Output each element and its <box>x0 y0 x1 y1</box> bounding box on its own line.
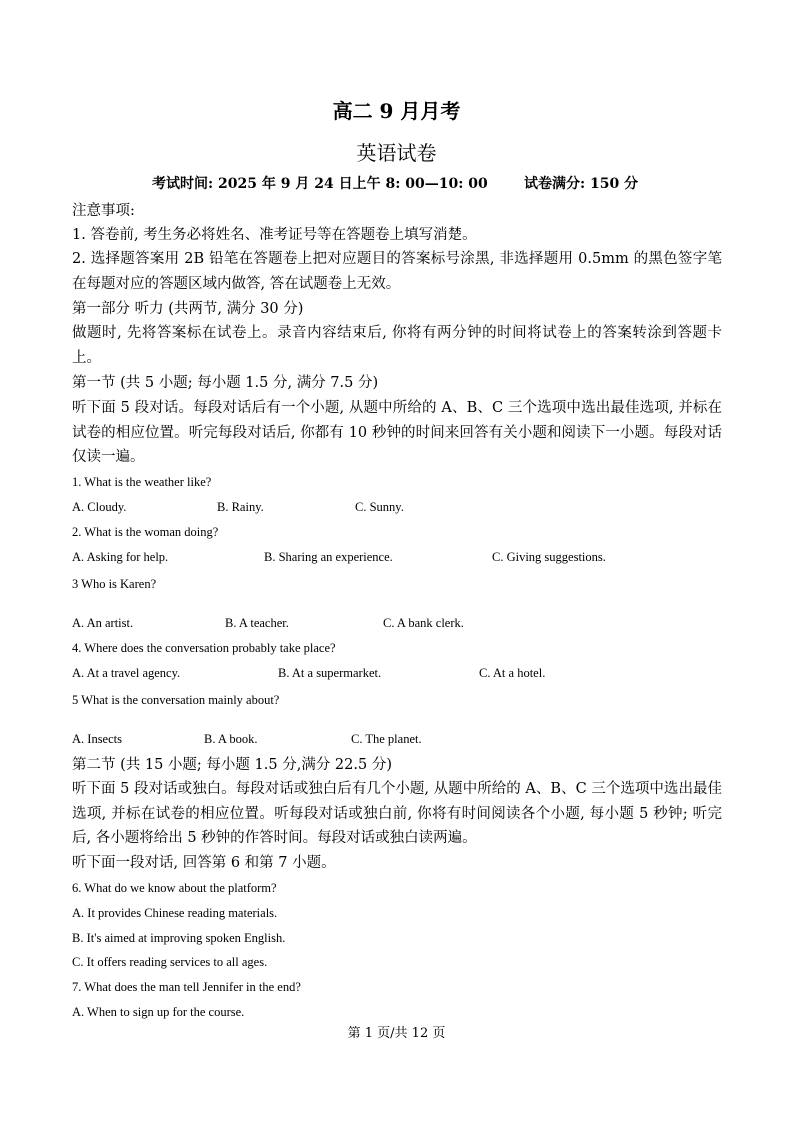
exam-title: 高二 9 月月考 <box>332 99 461 123</box>
question-6-option-b: B. It's aimed at improving spoken English. <box>72 931 286 945</box>
question-6-option-a: A. It provides Chinese reading materials. <box>72 906 278 920</box>
question-1: 1. What is the weather like? <box>72 475 212 489</box>
option-c: C. The planet. <box>351 732 422 746</box>
option-b: B. Rainy. <box>217 500 264 514</box>
section2-instructions: 听下面 5 段对话或独白。每段对话或独白后有几个小题, 从题中所给的 A、B、C 三个选项中选出最佳选项, 并标在试卷的相应位置。听每段对话或独白前, 你将有时间阅读各个小题, 每小题 5 秒钟; 听完后, 各小题将给出 5 秒钟的作答时间。每段对话或独白读两遍。 <box>72 781 722 846</box>
section2-heading: 第二节 (共 15 小题; 每小题 1.5 分,满分 22.5 分) <box>72 757 392 773</box>
part1-instructions: 做题时, 先将答案标在试卷上。录音内容结束后, 你将有两分钟的时间将试卷上的答案转涂到答题卡上。 <box>72 325 722 366</box>
option-b: B. A book. <box>204 732 258 746</box>
question-2: 2. What is the woman doing? <box>72 525 219 539</box>
section1-heading: 第一节 (共 5 小题; 每小题 1.5 分, 满分 7.5 分) <box>72 375 379 391</box>
question-3: 3 Who is Karen? <box>72 577 157 591</box>
page-footer: 第 1 页/共 12 页 <box>347 1026 446 1041</box>
section1-instructions: 听下面 5 段对话。每段对话后有一个小题, 从题中所给的 A、B、C 三个选项中选出最佳选项, 并标在试卷的相应位置。听完每段对话后, 你都有 10 秒钟的时间来回答有关小题和阅读下一小题。每段对话仅读一遍。 <box>72 400 722 465</box>
part1-heading: 第一部分 听力 (共两节, 满分 30 分) <box>72 301 304 317</box>
question-7: 7. What does the man tell Jennifer in the end? <box>72 980 301 994</box>
option-a: A. At a travel agency. <box>72 666 181 680</box>
notice-item-1: 1. 答卷前, 考生务必将姓名、准考证号等在答题卷上填写消楚。 <box>72 227 477 243</box>
option-a: A. An artist. <box>72 616 134 630</box>
exam-info <box>152 175 639 193</box>
dialogue-intro: 听下面一段对话, 回答第 6 和第 7 小题。 <box>72 855 336 871</box>
option-b: B. Sharing an experience. <box>264 550 393 564</box>
question-6: 6. What do we know about the platform? <box>72 881 277 895</box>
question-7-option-a: A. When to sign up for the course. <box>72 1005 245 1019</box>
option-c: C. Giving suggestions. <box>492 550 606 564</box>
option-c: C. At a hotel. <box>479 666 546 680</box>
question-6-option-c: C. It offers reading services to all ages. <box>72 955 268 969</box>
option-c: C. Sunny. <box>355 500 404 514</box>
option-c: C. A bank clerk. <box>383 616 464 630</box>
option-b: B. At a supermarket. <box>278 666 382 680</box>
option-a: A. Insects <box>72 732 122 746</box>
question-5: 5 What is the conversation mainly about? <box>72 693 280 707</box>
full-score: 试卷满分: 150 分 <box>524 176 639 192</box>
option-b: B. A teacher. <box>225 616 289 630</box>
exam-time: 考试时间: 2025 年 9 月 24 日上午 8: 00—10: 00 <box>152 176 488 192</box>
notice-heading: 注意事项: <box>72 203 135 219</box>
notice-item-2: 2. 选择题答案用 2B 铅笔在答题卷上把对应题目的答案标号涂黑, 非选择题用 0.5mm 的黑色签字笔在每题对应的答题区域内做答, 答在试题卷上无效。 <box>72 251 722 292</box>
option-a: A. Cloudy. <box>72 500 127 514</box>
question-4: 4. Where does the conversation probably take place? <box>72 641 336 655</box>
exam-subject: 英语试卷 <box>356 141 437 165</box>
option-a: A. Asking for help. <box>72 550 169 564</box>
